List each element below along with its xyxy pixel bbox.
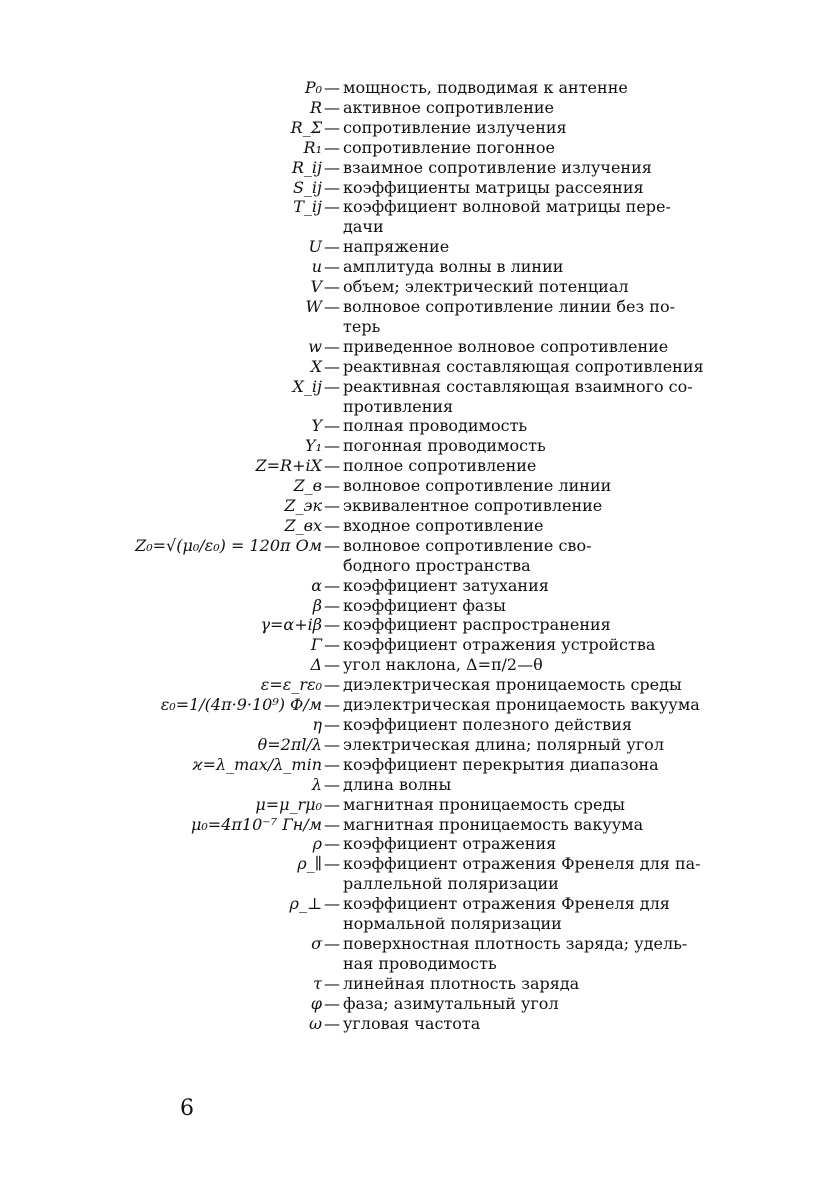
glossary-entry	[0, 377, 840, 417]
glossary-definition	[340, 416, 721, 436]
glossary-entry	[0, 98, 840, 118]
em-dash-separator: —	[324, 296, 340, 316]
glossary-symbol: R_ij	[291, 157, 322, 177]
glossary-definition	[340, 377, 721, 417]
definition-line: противления	[343, 396, 454, 416]
definition-line: волновое сопротивление линии	[343, 476, 612, 496]
glossary-definition	[340, 834, 721, 854]
definition-line: объем; электрический потенциал	[343, 277, 629, 297]
definition-line: коэффициент отражения Френеля для па-	[343, 854, 701, 874]
definition-line: напряжение	[343, 237, 450, 257]
glossary-entry	[0, 755, 840, 775]
glossary-entry	[0, 635, 840, 655]
glossary-symbol: Z=R+iX	[255, 456, 322, 476]
glossary-symbol: Δ	[310, 655, 322, 675]
definition-line: нормальной поляризации	[343, 914, 562, 934]
definition-line: реактивная составляющая сопротивления	[343, 356, 704, 376]
definition-line: амплитуда волны в линии	[343, 257, 564, 277]
definition-line: длина волны	[343, 774, 452, 794]
glossary-entry	[0, 795, 840, 815]
glossary-definition	[340, 994, 721, 1014]
glossary-symbol: ϰ=λ_max/λ_min	[192, 754, 322, 774]
glossary-entry	[0, 277, 840, 297]
glossary-definition	[340, 257, 721, 277]
glossary-entry	[0, 416, 840, 436]
glossary-entry	[0, 994, 840, 1014]
definition-line: терь	[343, 316, 381, 336]
glossary-definition	[340, 118, 721, 138]
glossary-entry	[0, 695, 840, 715]
glossary-symbol: Y	[311, 416, 322, 436]
glossary-symbol: T_ij	[293, 197, 322, 217]
glossary-entry	[0, 496, 840, 516]
glossary-entry	[0, 735, 840, 755]
em-dash-separator: —	[324, 973, 340, 993]
definition-line: сопротивление излучения	[343, 117, 567, 137]
em-dash-separator: —	[324, 814, 340, 834]
glossary-symbol: φ	[310, 993, 322, 1013]
glossary-symbol: θ=2πl/λ	[257, 734, 322, 754]
em-dash-separator: —	[324, 356, 340, 376]
glossary-entry	[0, 197, 840, 237]
em-dash-separator: —	[324, 97, 340, 117]
glossary-definition	[340, 476, 721, 496]
em-dash-separator: —	[324, 715, 340, 734]
glossary-symbol: Y₁	[305, 436, 322, 456]
glossary-definition	[340, 536, 721, 576]
definition-line: полная проводимость	[343, 416, 528, 436]
em-dash-separator: —	[324, 575, 340, 595]
glossary-entry	[0, 516, 840, 536]
definition-line: магнитная проницаемость среды	[343, 794, 626, 814]
em-dash-separator: —	[324, 794, 340, 814]
glossary-entry	[0, 257, 840, 277]
glossary-entry	[0, 237, 840, 257]
em-dash-separator: —	[324, 177, 340, 197]
glossary-symbol: U	[308, 237, 322, 257]
glossary-symbol: ε₀=1/(4π·9·10⁹) Ф/м	[160, 695, 322, 715]
glossary-definition	[340, 78, 721, 98]
definition-line: приведенное волновое сопротивление	[343, 336, 669, 356]
glossary-symbol: P₀	[304, 78, 322, 97]
definition-line: мощность, подводимая к антенне	[343, 78, 628, 97]
glossary-entry	[0, 78, 840, 98]
definition-line: магнитная проницаемость вакуума	[343, 814, 644, 834]
glossary-symbol: μ=μ_rμ₀	[255, 794, 322, 814]
definition-line: коэффициент распространения	[343, 615, 611, 635]
glossary-definition	[340, 775, 721, 795]
definition-line: ная проводимость	[343, 953, 497, 973]
symbol-glossary	[0, 78, 840, 1034]
em-dash-separator: —	[324, 894, 340, 914]
glossary-symbol: X	[310, 356, 322, 376]
definition-line: коэффициент отражения	[343, 834, 557, 854]
glossary-symbol: η	[312, 715, 322, 734]
glossary-entry	[0, 576, 840, 596]
definition-line: коэффициент затухания	[343, 575, 549, 595]
definition-line: угловая частота	[343, 1013, 481, 1033]
glossary-entry	[0, 297, 840, 337]
em-dash-separator: —	[324, 535, 340, 555]
glossary-symbol: ρ_⊥	[289, 894, 322, 914]
glossary-entry	[0, 178, 840, 198]
glossary-definition	[340, 277, 721, 297]
glossary-definition	[340, 615, 721, 635]
definition-line: коэффициент перекрытия диапазона	[343, 754, 659, 774]
glossary-definition	[340, 934, 721, 974]
glossary-entry	[0, 118, 840, 138]
definition-line: дачи	[343, 217, 384, 237]
definition-line: коэффициент отражения устройства	[343, 635, 656, 655]
glossary-entry	[0, 337, 840, 357]
definition-line: угол наклона, Δ=π/2—θ	[343, 655, 543, 675]
glossary-definition	[340, 715, 721, 735]
glossary-symbol: R	[309, 97, 322, 117]
glossary-definition	[340, 815, 721, 835]
em-dash-separator: —	[324, 1013, 340, 1033]
glossary-symbol: Z_вх	[284, 515, 322, 535]
glossary-definition	[340, 496, 721, 516]
definition-line: волновое сопротивление линии без по-	[343, 296, 675, 316]
glossary-entry	[0, 476, 840, 496]
glossary-symbol: R₁	[303, 137, 322, 157]
glossary-definition	[340, 974, 721, 994]
em-dash-separator: —	[324, 675, 340, 695]
glossary-definition	[340, 197, 721, 237]
em-dash-separator: —	[324, 257, 340, 277]
glossary-definition	[340, 297, 721, 337]
glossary-definition	[340, 98, 721, 118]
glossary-symbol: τ	[313, 973, 322, 993]
em-dash-separator: —	[324, 476, 340, 496]
glossary-definition	[340, 596, 721, 616]
glossary-entry	[0, 815, 840, 835]
glossary-definition	[340, 635, 721, 655]
glossary-definition	[340, 1014, 721, 1034]
glossary-symbol: Z₀=√(μ₀/ε₀) = 120π Ом	[135, 535, 322, 555]
glossary-entry	[0, 456, 840, 476]
em-dash-separator: —	[324, 376, 340, 396]
definition-line: коэффициент волновой матрицы пере-	[343, 197, 671, 217]
em-dash-separator: —	[324, 854, 340, 874]
definition-line: коэффициент полезного действия	[343, 715, 632, 734]
em-dash-separator: —	[324, 595, 340, 615]
glossary-definition	[340, 695, 721, 715]
glossary-symbol: ω	[308, 1013, 322, 1033]
glossary-symbol: λ	[311, 774, 322, 794]
em-dash-separator: —	[324, 933, 340, 953]
em-dash-separator: —	[324, 734, 340, 754]
glossary-definition	[340, 854, 721, 894]
em-dash-separator: —	[324, 137, 340, 157]
glossary-entry	[0, 357, 840, 377]
glossary-symbol: Z_эк	[284, 496, 322, 516]
em-dash-separator: —	[324, 834, 340, 854]
glossary-definition	[340, 337, 721, 357]
glossary-definition	[340, 357, 721, 377]
glossary-symbol: ε=ε_rε₀	[260, 675, 322, 695]
glossary-symbol: ρ_∥	[297, 854, 322, 874]
glossary-symbol: σ	[311, 933, 322, 953]
glossary-entry	[0, 715, 840, 735]
glossary-symbol: ρ	[312, 834, 322, 854]
definition-line: раллельной поляризации	[343, 874, 559, 894]
glossary-definition	[340, 436, 721, 456]
glossary-entry	[0, 655, 840, 675]
glossary-definition	[340, 576, 721, 596]
em-dash-separator: —	[324, 237, 340, 257]
glossary-symbol: w	[308, 336, 322, 356]
em-dash-separator: —	[324, 635, 340, 655]
page-number: 6	[180, 1096, 194, 1121]
glossary-definition	[340, 237, 721, 257]
em-dash-separator: —	[324, 277, 340, 297]
em-dash-separator: —	[324, 197, 340, 217]
glossary-entry	[0, 974, 840, 994]
definition-line: эквивалентное сопротивление	[343, 496, 603, 516]
em-dash-separator: —	[324, 496, 340, 516]
glossary-definition	[340, 755, 721, 775]
em-dash-separator: —	[324, 655, 340, 675]
definition-line: фаза; азимутальный угол	[343, 993, 559, 1013]
glossary-symbol: X_ij	[292, 376, 322, 396]
definition-line: волновое сопротивление сво-	[343, 535, 592, 555]
definition-line: входное сопротивление	[343, 515, 544, 535]
em-dash-separator: —	[324, 157, 340, 177]
glossary-symbol: Γ	[310, 635, 322, 655]
em-dash-separator: —	[324, 774, 340, 794]
em-dash-separator: —	[324, 416, 340, 436]
em-dash-separator: —	[324, 436, 340, 456]
glossary-entry	[0, 436, 840, 456]
em-dash-separator: —	[324, 695, 340, 715]
definition-line: активное сопротивление	[343, 97, 554, 117]
glossary-symbol: R_Σ	[290, 117, 322, 137]
em-dash-separator: —	[324, 456, 340, 476]
em-dash-separator: —	[324, 515, 340, 535]
definition-line: электрическая длина; полярный угол	[343, 734, 664, 754]
definition-line: поверхностная плотность заряда; удель-	[343, 933, 688, 953]
glossary-symbol: β	[312, 595, 322, 615]
glossary-entry	[0, 854, 840, 894]
glossary-entry	[0, 138, 840, 158]
em-dash-separator: —	[324, 336, 340, 356]
definition-line: полное сопротивление	[343, 456, 537, 476]
glossary-definition	[340, 894, 721, 934]
definition-line: погонная проводимость	[343, 436, 546, 456]
glossary-symbol: μ₀=4π10⁻⁷ Гн/м	[190, 814, 322, 834]
definition-line: бодного пространства	[343, 555, 531, 575]
glossary-definition	[340, 795, 721, 815]
glossary-entry	[0, 536, 840, 576]
definition-line: линейная плотность заряда	[343, 973, 580, 993]
definition-line: диэлектрическая проницаемость среды	[343, 675, 682, 695]
glossary-definition	[340, 735, 721, 755]
em-dash-separator: —	[324, 754, 340, 774]
glossary-entry	[0, 934, 840, 974]
glossary-symbol: Z_в	[293, 476, 322, 496]
glossary-entry	[0, 834, 840, 854]
definition-line: коэффициенты матрицы рассеяния	[343, 177, 644, 197]
definition-line: взаимное сопротивление излучения	[343, 157, 652, 177]
em-dash-separator: —	[324, 993, 340, 1013]
glossary-symbol: α	[311, 575, 322, 595]
glossary-entry	[0, 1014, 840, 1034]
em-dash-separator: —	[324, 117, 340, 137]
glossary-symbol: V	[310, 277, 322, 297]
glossary-entry	[0, 894, 840, 934]
definition-line: реактивная составляющая взаимного со-	[343, 376, 693, 396]
glossary-entry	[0, 596, 840, 616]
definition-line: коэффициент фазы	[343, 595, 506, 615]
definition-line: сопротивление погонное	[343, 137, 555, 157]
glossary-definition	[340, 456, 721, 476]
glossary-symbol: u	[311, 257, 322, 277]
glossary-symbol: γ=α+iβ	[260, 615, 322, 635]
glossary-entry	[0, 775, 840, 795]
glossary-definition	[340, 655, 721, 675]
definition-line: диэлектрическая проницаемость вакуума	[343, 695, 700, 715]
glossary-definition	[340, 675, 721, 695]
em-dash-separator: —	[324, 78, 340, 97]
glossary-definition	[340, 158, 721, 178]
definition-line: коэффициент отражения Френеля для	[343, 894, 670, 914]
glossary-entry	[0, 675, 840, 695]
glossary-definition	[340, 138, 721, 158]
glossary-entry	[0, 158, 840, 178]
glossary-definition	[340, 178, 721, 198]
glossary-entry	[0, 615, 840, 635]
glossary-symbol: S_ij	[292, 177, 322, 197]
em-dash-separator: —	[324, 615, 340, 635]
glossary-definition	[340, 516, 721, 536]
glossary-symbol: W	[305, 296, 322, 316]
